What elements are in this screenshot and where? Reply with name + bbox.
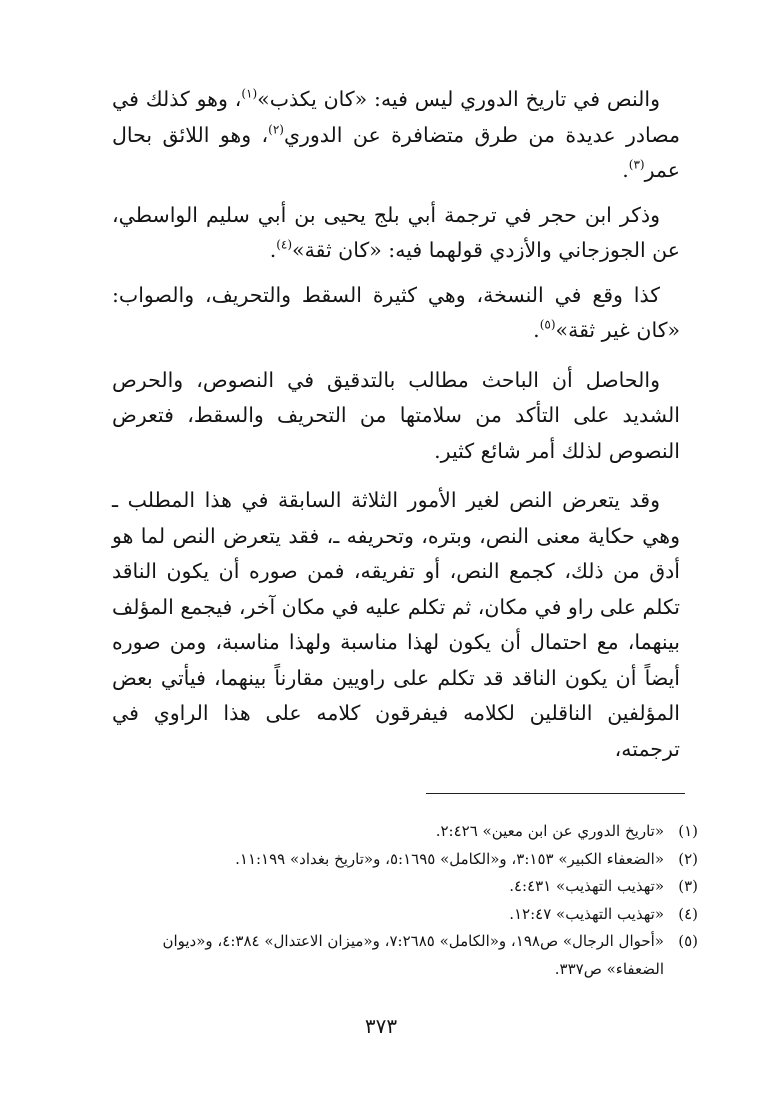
text-run: .: [533, 318, 540, 342]
footnote: [112, 901, 698, 929]
text-run: والنص في تاريخ الدوري ليس فيه: «كان يكذب»: [257, 87, 660, 111]
paragraph: [112, 198, 680, 269]
footnote-separator: [426, 793, 685, 794]
text-run: ، وهو كذلك في مصادر عديدة من طرق متضافرة عن الدوري: [112, 87, 681, 147]
text-run: .: [622, 158, 629, 182]
paragraph: [112, 82, 680, 189]
footnote-text: «أحوال الرجال» ص١٩٨، و«الكامل» ٧:٢٦٨٥، و«ميزان الاعتدال» ٤:٣٨٤، و«ديوان الضعفاء» ص٣٣٧.: [162, 932, 664, 978]
footnote-ref: (٢): [268, 122, 284, 137]
footnote-text: «تهذيب التهذيب» ١٢:٤٧.: [509, 904, 664, 923]
footnote: [112, 873, 698, 901]
text-run: والحاصل أن الباحث مطالب بالتدقيق في النصوص، والحرص الشديد على التأكد من سلامتها من التحريف والسقط، فتعرض النصوص لذلك أمر شائع كثير.: [112, 367, 680, 463]
paragraph: [112, 363, 680, 470]
footnote-number: (٤): [678, 904, 698, 923]
text-run: كذا وقع في النسخة، وهي كثيرة السقط والتحريف، والصواب: «كان غير ثقة»: [112, 282, 680, 342]
footnote: [112, 818, 698, 846]
footnote: [112, 928, 698, 983]
text-run: ، وهو اللائق بحال عمر: [112, 122, 680, 182]
footnotes: [112, 818, 698, 983]
footnote-number: (٣): [678, 877, 698, 895]
footnote-number: (١): [678, 822, 698, 840]
paragraph: [112, 278, 680, 349]
footnote-ref: (٤): [276, 237, 293, 252]
footnote-number: (٢): [678, 849, 698, 868]
footnote-ref: (٣): [628, 157, 645, 172]
main-text: [112, 82, 680, 767]
page-number: ٣٧٣: [364, 1014, 398, 1038]
footnote-text: «تهذيب التهذيب» ٤:٤٣١.: [509, 877, 664, 895]
footnote-number: (٥): [678, 932, 698, 950]
footnote-ref: (١): [241, 86, 258, 101]
text-run: وذكر ابن حجر في ترجمة أبي بلج يحيى بن أبي سليم الواسطي، عن الجوزجاني والأزدي قولهما فيه: «كان ثقة»: [112, 202, 680, 262]
footnote-text: «تاريخ الدوري عن ابن معين» ٢:٤٢٦.: [435, 822, 664, 840]
footnote-ref: (٥): [539, 317, 556, 332]
footnote: [112, 846, 698, 874]
paragraph: [112, 483, 680, 767]
text-run: .: [269, 238, 277, 262]
text-run: وقد يتعرض النص لغير الأمور الثلاثة السابقة في هذا المطلب ـ وهي حكاية معنى النص، وبتره، وتحريفه ـ، فقد يتعرض النص لما هو أدق من ذلك، كجمع النص، أو تفريقه، فمن صوره أن يكون الناقد تكلم على راو في مكان، ثم تكلم عليه في مكان آخر، فيجمع المؤلف بينهما، مع احتمال أن يكون لهذا مناسبة ولهذا مناسبة، ومن صوره أيضاً أن يكون الناقد قد تكلم على راويين مقارناً بينهما، فيأتي بعض المؤلفين الناقلين لكلامه فيفرقون كلامه على هذا الراوي في ترجمته،: [112, 488, 680, 761]
footnote-text: «الضعفاء الكبير» ٣:١٥٣، و«الكامل» ٥:١٦٩٥، و«تاريخ بغداد» ١١:١٩٩.: [235, 849, 664, 868]
